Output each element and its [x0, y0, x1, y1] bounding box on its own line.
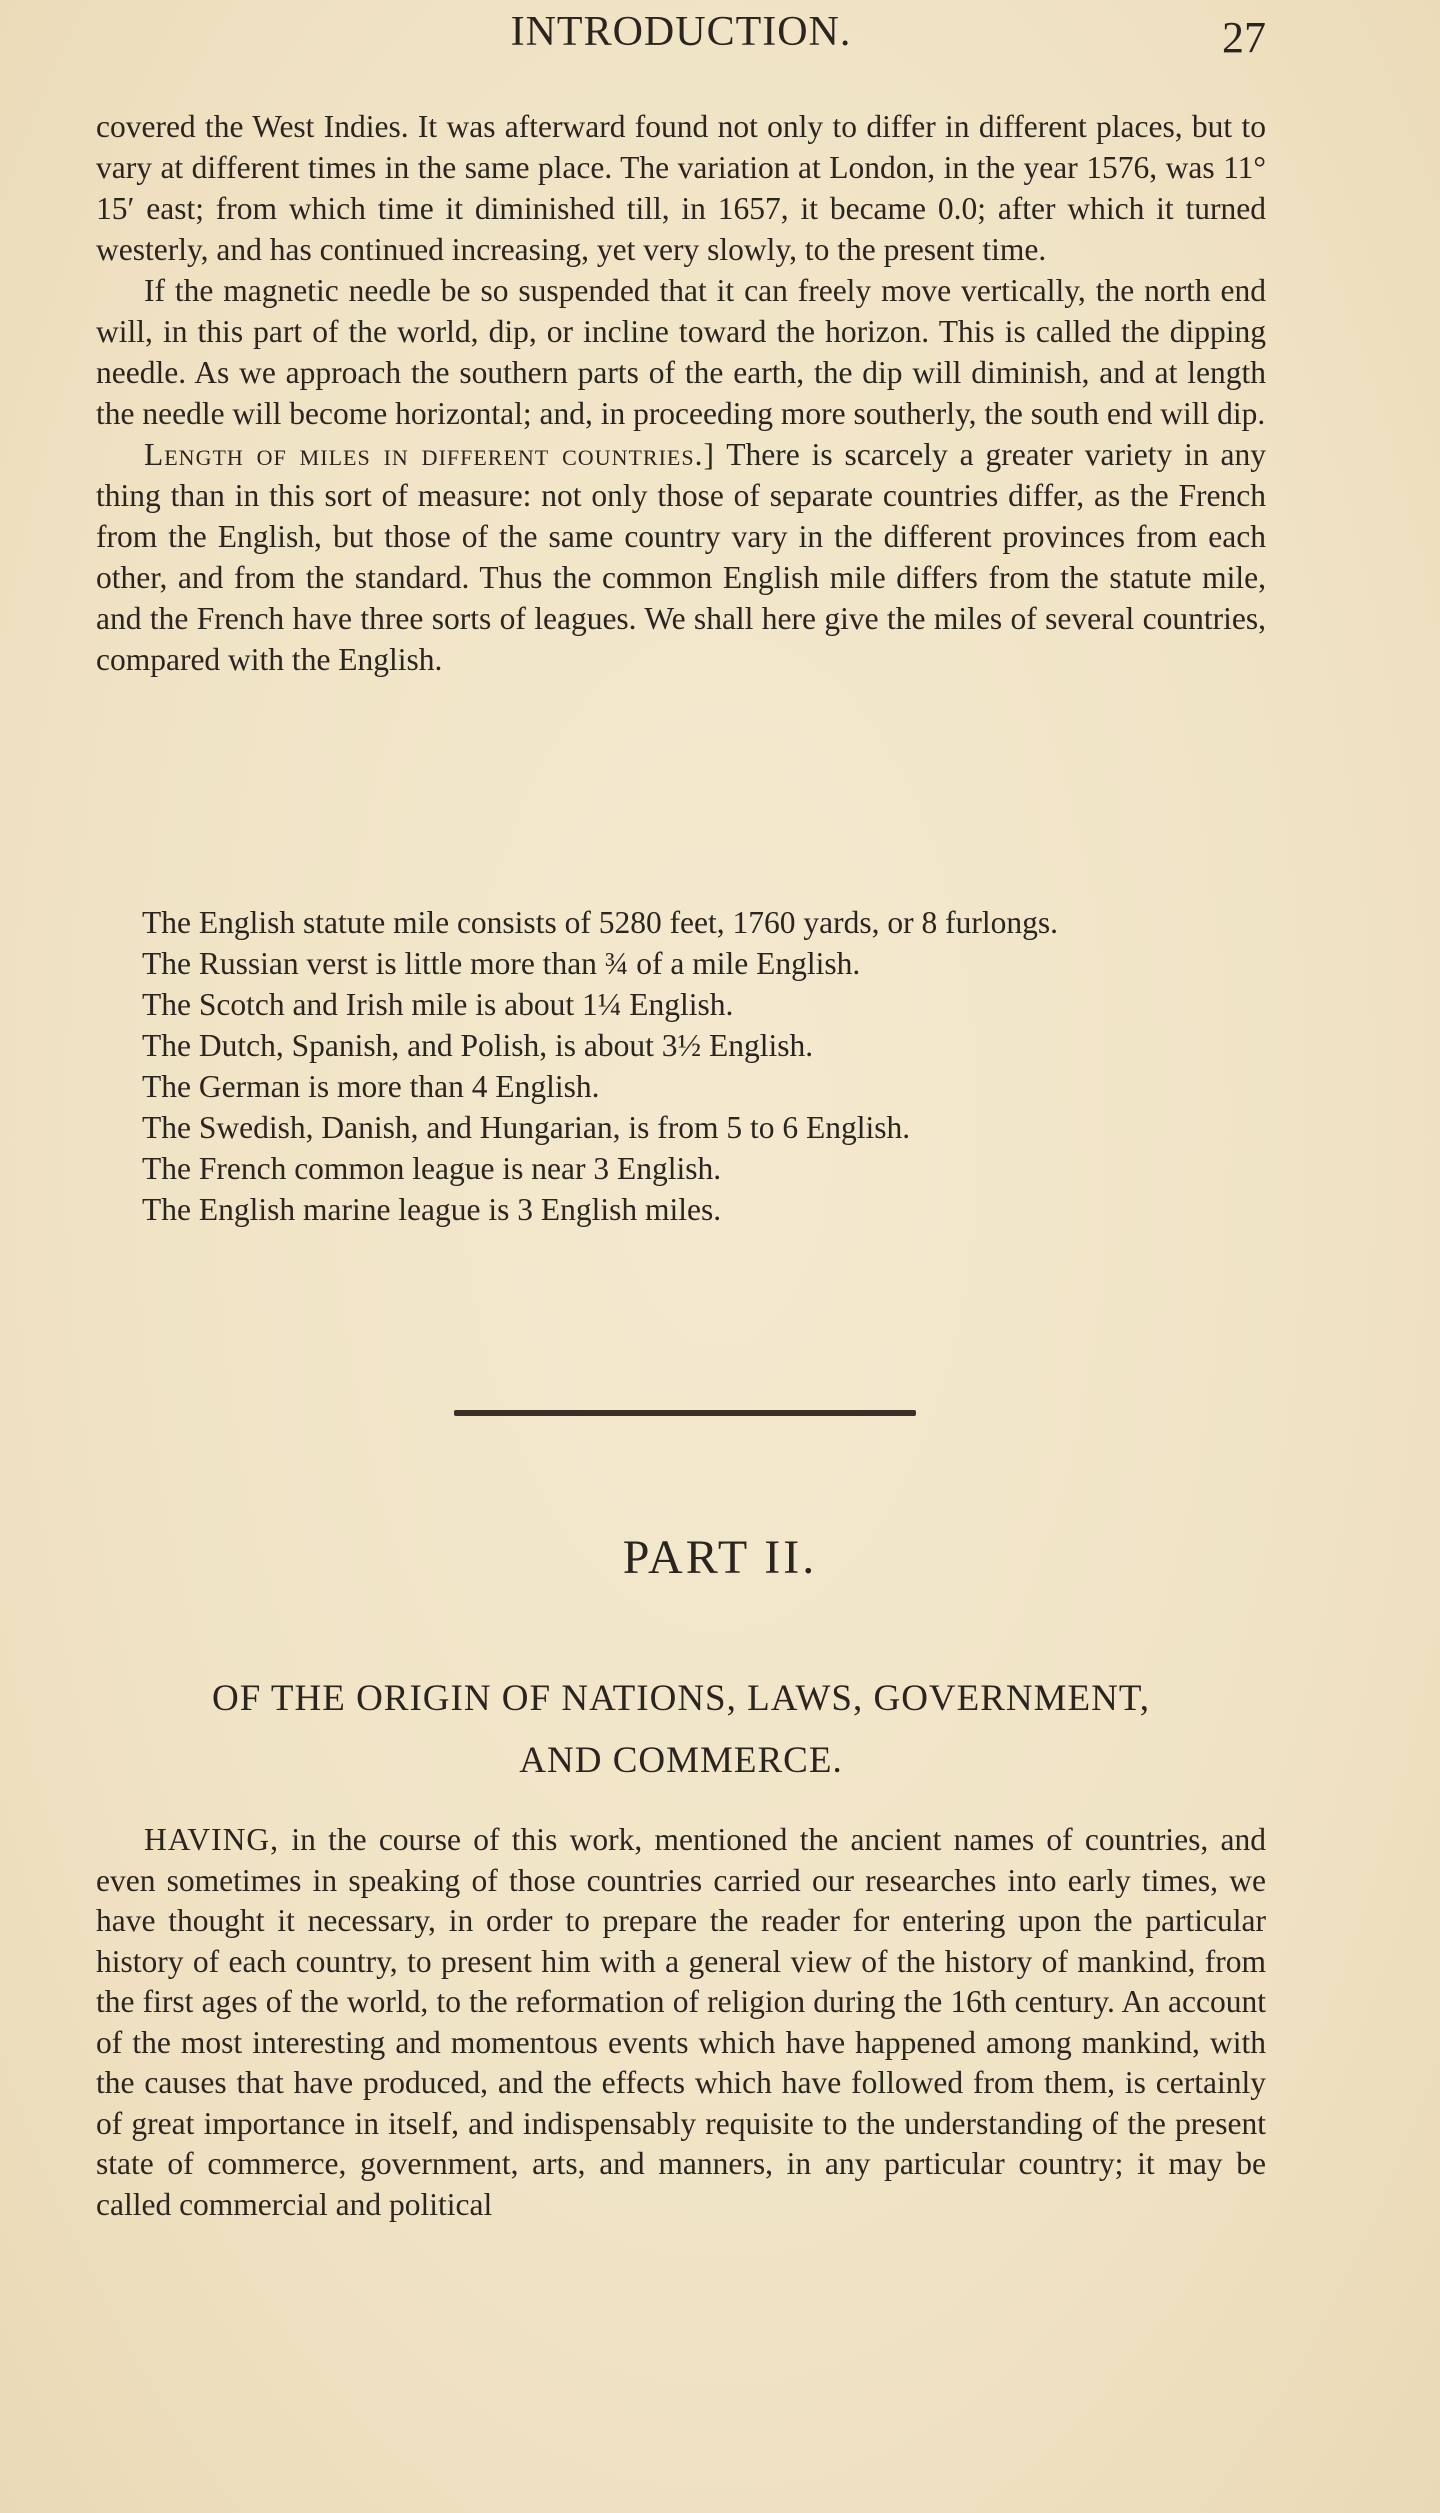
paragraph-dipping-needle: If the magnetic needle be so suspended that it can freely move vertically, the north end will, in this part of the world, dip, or incline toward the horizon. This is called the dipping needle. As we approach the southern parts of the earth, the dip will diminish, and at length the needle will become horizontal; and, in proceeding more southerly, the south end will dip. [96, 273, 1266, 431]
list-item: The English marine league is 3 English miles. [142, 1192, 722, 1227]
section-heading: Length of miles in different countries.] [144, 437, 715, 472]
section-divider [454, 1410, 916, 1416]
list-item: The Dutch, Spanish, and Polish, is about 3½ English. [142, 1028, 814, 1063]
measures-list [142, 902, 1266, 1230]
opening-word: HAVING, [144, 1822, 280, 1857]
subtitle-line: AND COMMERCE. [519, 1740, 843, 1781]
list-item: The German is more than 4 English. [142, 1069, 600, 1104]
list-item: The English statute mile consists of 5280 feet, 1760 yards, or 8 furlongs. [142, 905, 1058, 940]
list-item: The Scotch and Irish mile is about 1¼ English. [142, 987, 734, 1022]
paragraph-variation: covered the West Indies. It was afterward found not only to differ in different places, but to vary at different times in the same place. The variation at London, in the year 1576, was 11° 15′ east; from which time it diminished till, in 1657, it became 0.0; after which it turned westerly, and has continued increasing, yet very slowly, to the present time. [96, 109, 1266, 267]
section-body: There is scarcely a greater variety in any thing than in this sort of measure: not only those of separate countries differ, as the French from the English, but those of the same country vary in the different provinces from each other, and from the standard. Thus the common English mile differs from the statute mile, and the French have three sorts of leagues. We shall here give the miles of several countries, compared with the English. [96, 437, 1266, 677]
list-item: The French common league is near 3 English. [142, 1151, 722, 1186]
part-two-text [96, 1820, 1266, 2225]
part-subtitle [96, 1668, 1266, 1792]
paragraph-body: in the course of this work, mentioned the ancient names of countries, and even sometimes in speaking of those countries carried our researches into early times, we have thought it necessary, in order to prepare the reader for entering upon the particular history of each country, to present him with a general view of the history of mankind, from the first ages of the world, to the reformation of religion during the 16th century. An account of the most interesting and momentous events which have happened among mankind, with the causes that have produced, and the effects which have followed from them, is certainly of great importance in itself, and indispensably requisite to the understanding of the present state of commerce, government, arts, and manners, in any particular country; it may be called commercial and political [96, 1822, 1266, 2222]
part-title: PART II. [622, 1531, 818, 1584]
subtitle-line: OF THE ORIGIN OF NATIONS, LAWS, GOVERNMENT, [212, 1678, 1150, 1719]
page-number: 27 [1222, 13, 1266, 62]
running-title: INTRODUCTION. [510, 9, 852, 55]
paragraph-origin [96, 1820, 1266, 2225]
list-item: The Russian verst is little more than ¾ of a mile English. [142, 946, 861, 981]
list-item: The Swedish, Danish, and Hungarian, is from 5 to 6 English. [142, 1110, 911, 1145]
introduction-text [96, 106, 1266, 680]
paragraph-length-of-miles [96, 434, 1266, 680]
running-head [96, 8, 1266, 68]
